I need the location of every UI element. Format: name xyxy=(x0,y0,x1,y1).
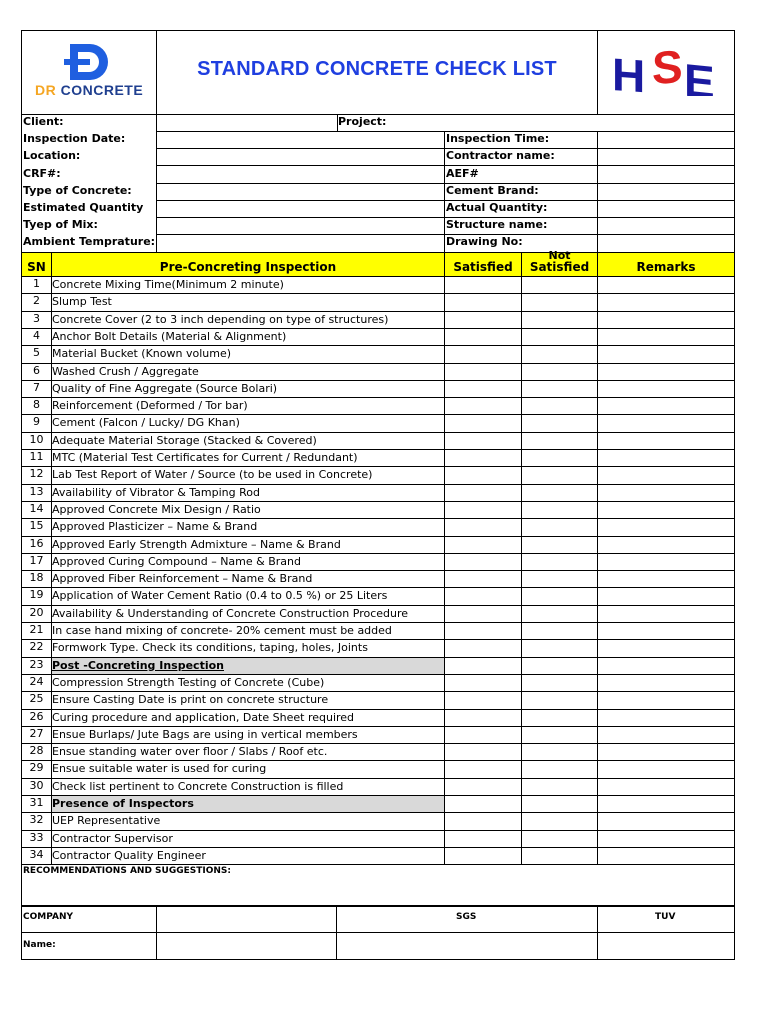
row-inspection-item: Ensue Burlaps/ Jute Bags are using in vertical members xyxy=(52,727,358,741)
table-row-line xyxy=(21,743,735,744)
row-inspection-item: Contractor Quality Engineer xyxy=(52,848,206,862)
row-inspection-item: Ensure Casting Date is print on concrete structure xyxy=(52,693,329,707)
table-row-line xyxy=(21,397,735,398)
table-row-line xyxy=(21,812,735,813)
row-sn: 34 xyxy=(29,847,44,861)
table-row-line xyxy=(21,847,735,848)
row-inspection-item: Cement (Falcon / Lucky/ DG Khan) xyxy=(52,416,240,430)
row-inspection-item: UEP Representative xyxy=(52,814,161,828)
info-divider-c xyxy=(597,131,598,252)
actual-quantity-label: Actual Quantity: xyxy=(446,201,548,214)
cement-brand-label: Cement Brand: xyxy=(446,184,539,197)
row-sn: 12 xyxy=(29,467,44,481)
estimated-quantity-label: Estimated Quantity xyxy=(23,201,144,214)
row-sn: 27 xyxy=(29,726,44,740)
hse-logo xyxy=(612,46,724,96)
svg-text:S: S xyxy=(652,46,683,94)
row-sn: 18 xyxy=(29,571,44,585)
row-sn: 7 xyxy=(33,380,40,394)
row-sn: 32 xyxy=(29,813,44,827)
tuv-label: TUV xyxy=(655,912,676,922)
table-row-line xyxy=(21,466,735,467)
table-row-line xyxy=(21,864,735,865)
location-label: Location: xyxy=(23,149,81,162)
ambient-temperature-label: Ambient Temprature: xyxy=(23,235,156,248)
row-sn: 3 xyxy=(33,311,40,325)
row-sn: 31 xyxy=(29,796,44,809)
row-sn: 23 xyxy=(29,657,44,671)
page-title: STANDARD CONCRETE CHECK LIST xyxy=(197,58,557,80)
svg-text:H: H xyxy=(612,48,646,96)
footer-divider-c xyxy=(597,905,598,960)
company-label: COMPANY xyxy=(23,912,73,922)
row-sn: 14 xyxy=(29,501,44,515)
row-sn: 4 xyxy=(33,328,40,342)
row-inspection-item: Lab Test Report of Water / Source (to be used in Concrete) xyxy=(52,468,373,482)
recommendations-label: RECOMMENDATIONS AND SUGGESTIONS: xyxy=(23,866,231,876)
row-inspection-item: Post -Concreting Inspection xyxy=(52,658,224,672)
row-inspection-item: Approved Curing Compound – Name & Brand xyxy=(52,554,301,568)
col-divider-satisfied xyxy=(444,253,445,864)
row-sn: 24 xyxy=(29,674,44,688)
table-row-line xyxy=(21,570,735,571)
table-row-line xyxy=(21,795,735,796)
row-inspection-item: MTC (Material Test Certificates for Current / Redundant) xyxy=(52,451,358,464)
footer-mid-line xyxy=(21,932,735,933)
row-inspection-item: Availability of Vibrator & Tamping Rod xyxy=(52,485,260,499)
row-inspection-item: Concrete Cover (2 to 3 inch depending on type of structures) xyxy=(52,312,389,326)
row-sn: 13 xyxy=(29,484,44,498)
row-inspection-item: Approved Plasticizer – Name & Brand xyxy=(52,520,258,534)
row-sn: 11 xyxy=(29,450,44,463)
table-row-line xyxy=(21,639,735,640)
row-inspection-item: Quality of Fine Aggregate (Source Bolari) xyxy=(52,381,278,395)
table-row-line xyxy=(21,674,735,675)
footer-divider-a xyxy=(156,905,157,960)
row-sn: 25 xyxy=(29,692,44,706)
aef-label: AEF# xyxy=(446,167,479,180)
row-sn: 10 xyxy=(29,432,44,446)
row-inspection-item: Slump Test xyxy=(52,295,112,309)
row-inspection-item: Reinforcement (Deformed / Tor bar) xyxy=(52,399,248,413)
col-remarks-header: Remarks xyxy=(636,260,696,274)
row-sn: 15 xyxy=(29,519,44,533)
row-inspection-item: Compression Strength Testing of Concrete (Cube) xyxy=(52,675,325,689)
table-row-line xyxy=(21,293,735,294)
info-row-line xyxy=(157,165,735,166)
row-inspection-item: Approved Early Strength Admixture – Name & Brand xyxy=(52,537,341,551)
inspection-date-label: Inspection Date: xyxy=(23,132,126,145)
col-satisfied-header: Satisfied xyxy=(453,260,513,274)
row-inspection-item: Washed Crush / Aggregate xyxy=(52,364,199,378)
table-row-line xyxy=(21,518,735,519)
row-sn: 5 xyxy=(33,346,40,360)
row-inspection-item: Application of Water Cement Ratio (0.4 to 0.5 %) or 25 Liters xyxy=(52,589,388,603)
row-sn: 17 xyxy=(29,553,44,567)
row-sn: 30 xyxy=(29,778,44,792)
row-inspection-item: Adequate Material Storage (Stacked & Covered) xyxy=(52,433,317,447)
hse-logo-icon xyxy=(612,46,724,96)
row-sn: 20 xyxy=(29,605,44,619)
drawing-no-label: Drawing No: xyxy=(446,235,523,248)
col-not-header-top: Not xyxy=(548,249,571,262)
row-sn: 22 xyxy=(29,640,44,654)
row-inspection-item: In case hand mixing of concrete- 20% cement must be added xyxy=(52,624,392,637)
svg-text:E: E xyxy=(684,53,715,96)
row-sn: 26 xyxy=(29,709,44,723)
header-divider-right xyxy=(597,30,598,114)
table-top-line xyxy=(21,276,735,277)
row-inspection-item: Concrete Mixing Time(Minimum 2 minute) xyxy=(52,278,284,291)
row-inspection-item: Approved Concrete Mix Design / Ratio xyxy=(52,502,261,516)
row-inspection-item: Presence of Inspectors xyxy=(52,797,194,810)
row-inspection-item: Ensue suitable water is used for curing xyxy=(52,762,267,776)
row-sn: 1 xyxy=(33,277,40,290)
footer-top-line xyxy=(21,905,735,907)
table-row-line xyxy=(21,501,735,502)
row-inspection-item: Formwork Type. Check its conditions, taping, holes, Joints xyxy=(52,641,368,655)
dr-logo-text: DR CONCRETE xyxy=(35,82,144,98)
structure-name-label: Structure name: xyxy=(446,218,548,231)
row-sn: 16 xyxy=(29,536,44,550)
row-sn: 21 xyxy=(29,623,44,636)
table-row-line xyxy=(21,587,735,588)
row-sn: 33 xyxy=(29,830,44,844)
footer-divider-b xyxy=(336,905,337,960)
col-divider-remarks xyxy=(597,253,598,864)
row-inspection-item: Check list pertinent to Concrete Construction is filled xyxy=(52,779,344,793)
table-row-line xyxy=(21,449,735,450)
row-sn: 29 xyxy=(29,761,44,775)
type-of-concrete-label: Type of Concrete: xyxy=(23,184,132,197)
table-row-line xyxy=(21,760,735,761)
info-divider-a xyxy=(156,114,157,252)
info-divider-b xyxy=(444,131,445,252)
client-label: Client: xyxy=(23,115,64,128)
crf-label: CRF#: xyxy=(23,167,61,180)
inspection-time-label: Inspection Time: xyxy=(446,132,550,145)
col-not-satisfied-header: Satisfied xyxy=(529,260,590,274)
row-inspection-item: Availability & Understanding of Concrete Construction Procedure xyxy=(52,606,409,620)
project-label: Project: xyxy=(338,115,387,128)
col-divider-not-satisfied xyxy=(521,253,522,864)
name-label: Name: xyxy=(23,940,56,950)
row-sn: 8 xyxy=(33,398,40,412)
table-row-line xyxy=(21,691,735,692)
row-sn: 2 xyxy=(33,294,40,308)
table-row-line xyxy=(21,414,735,415)
table-row-line xyxy=(21,345,735,346)
row-inspection-item: Ensue standing water over floor / Slabs / Roof etc. xyxy=(52,745,328,759)
row-sn: 28 xyxy=(29,744,44,758)
row-sn: 9 xyxy=(33,415,40,429)
table-row-line xyxy=(21,328,735,329)
row-inspection-item: Contractor Supervisor xyxy=(52,831,173,845)
dr-concrete-logo xyxy=(30,40,152,102)
col-inspection-header: Pre-Concreting Inspection xyxy=(159,260,337,274)
sgs-label: SGS xyxy=(456,912,477,922)
col-sn-header: SN xyxy=(27,260,46,274)
row-sn: 6 xyxy=(33,363,40,377)
row-inspection-item: Anchor Bolt Details (Material & Alignment) xyxy=(52,329,287,343)
type-of-mix-label: Tyep of Mix: xyxy=(23,218,98,231)
row-inspection-item: Curing procedure and application, Date Sheet required xyxy=(52,710,355,724)
row-inspection-item: Material Bucket (Known volume) xyxy=(52,347,232,361)
row-inspection-item: Approved Fiber Reinforcement – Name & Brand xyxy=(52,572,313,586)
row-sn: 19 xyxy=(29,588,44,602)
contractor-name-label: Contractor name: xyxy=(446,149,555,162)
table-row-line xyxy=(21,622,735,623)
